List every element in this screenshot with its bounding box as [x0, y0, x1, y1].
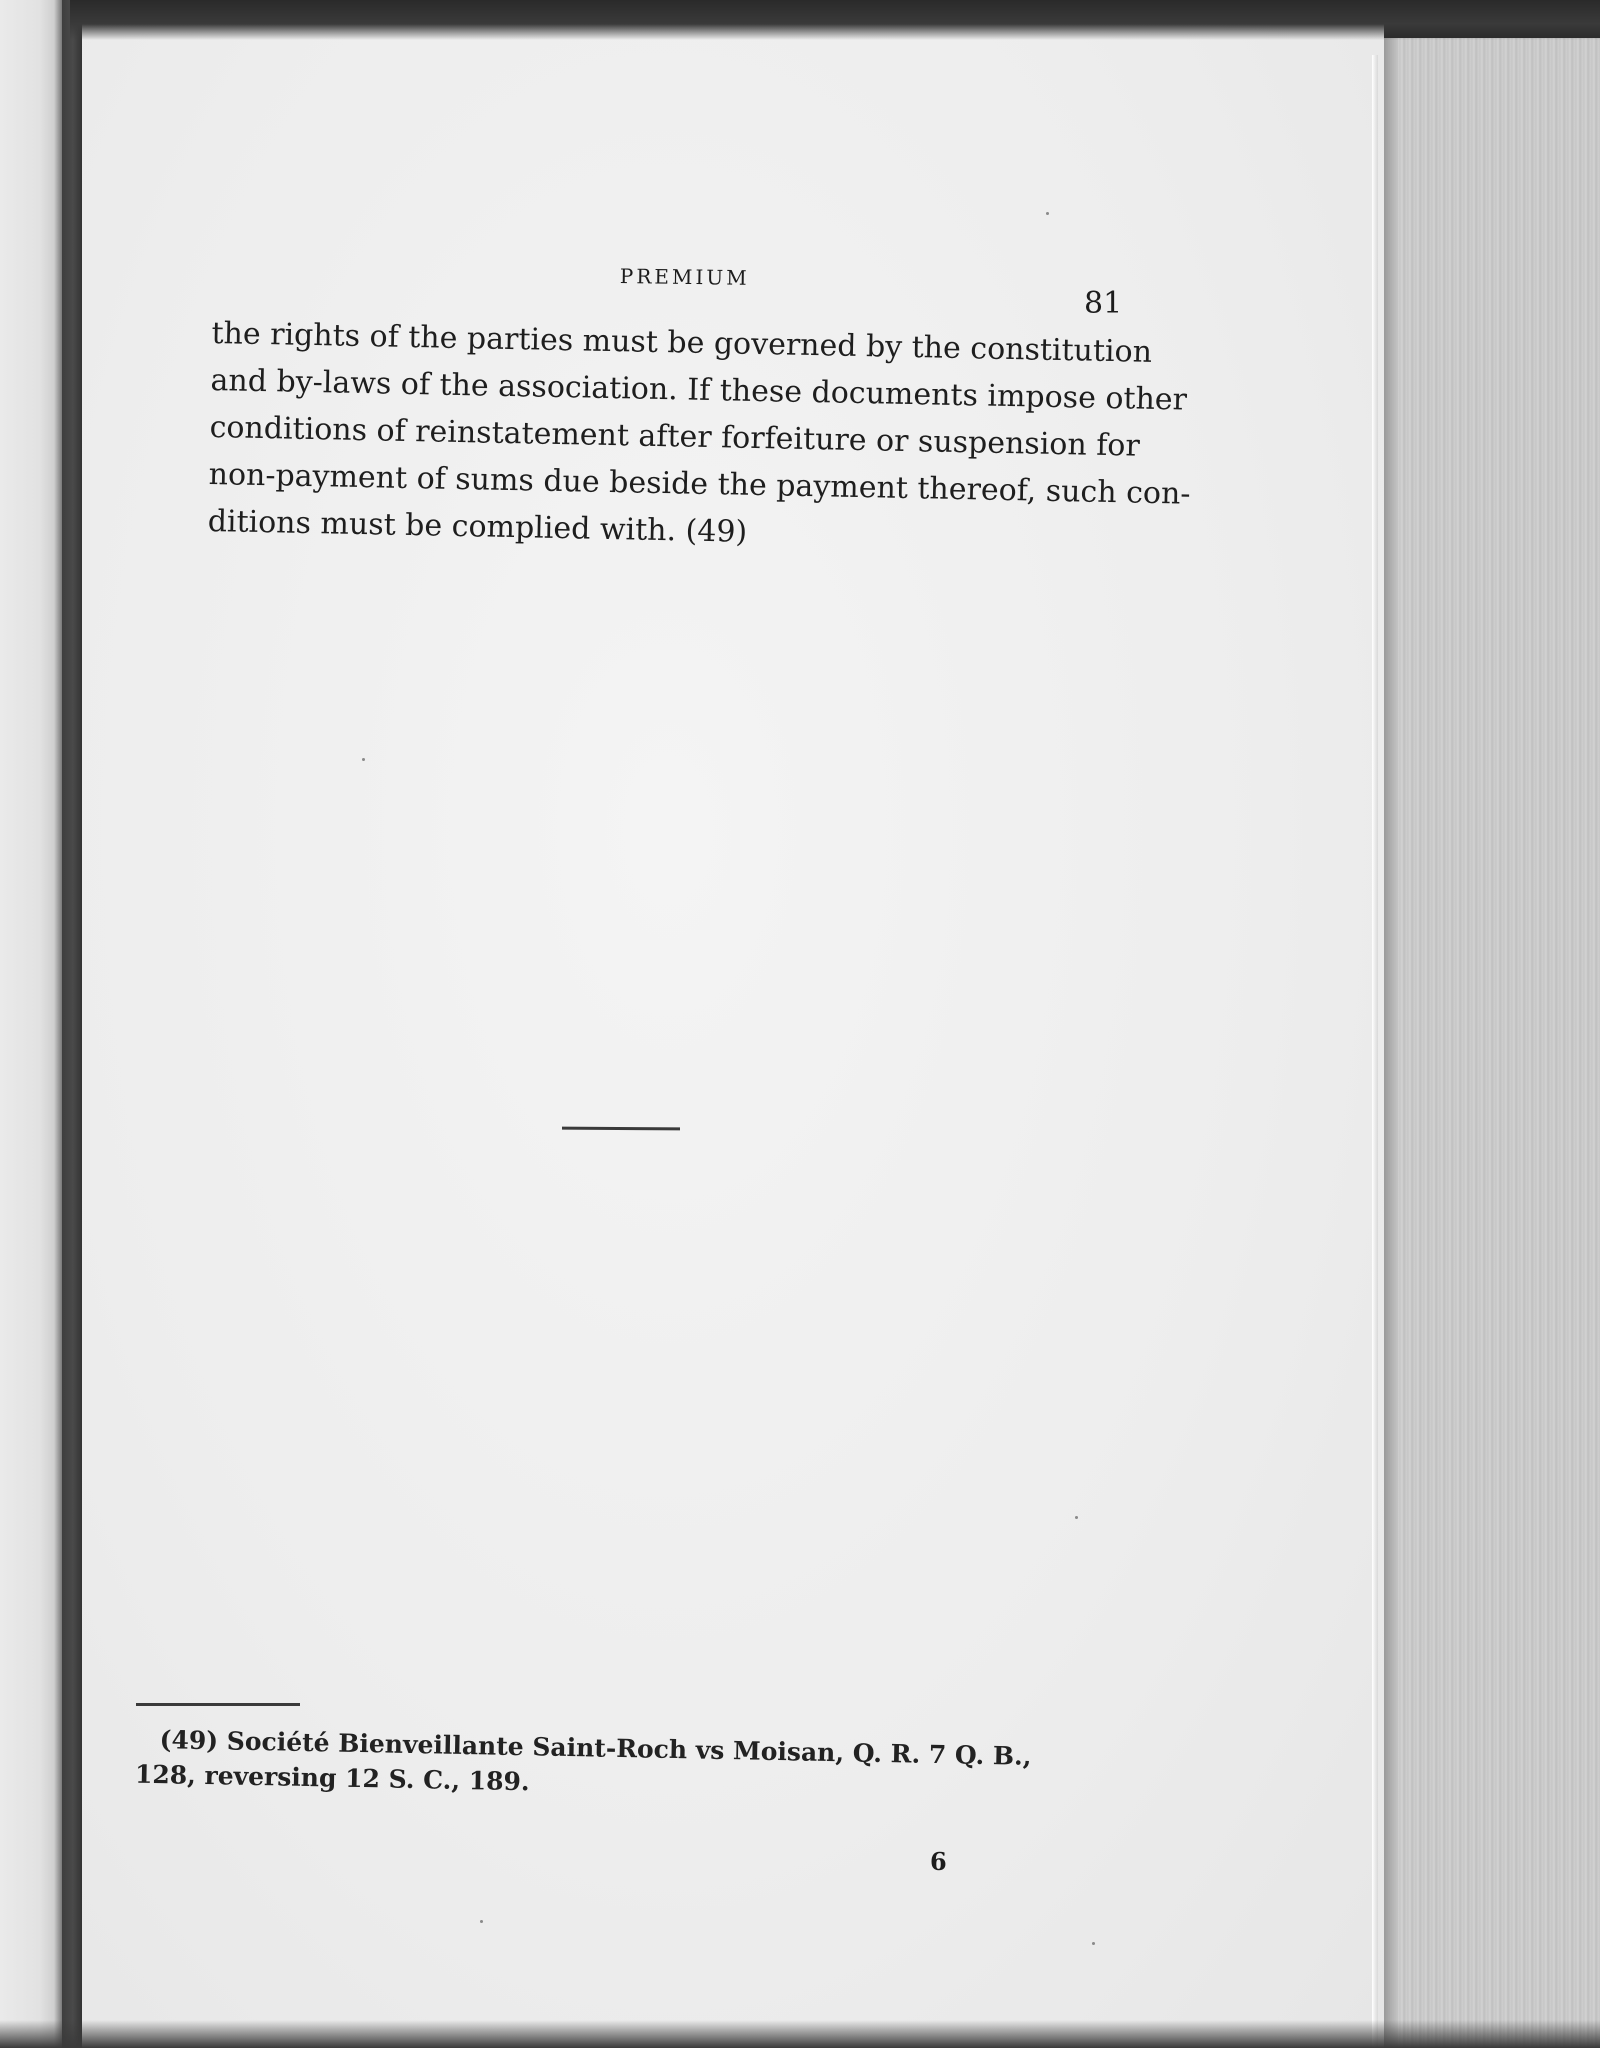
body-line: non-payment of sums due beside the payment thereof, such con-	[208, 456, 1191, 512]
running-head: PREMIUM	[619, 264, 750, 290]
body-line: ditions must be complied with. (49)	[207, 503, 748, 550]
page-number: 81	[1084, 286, 1123, 321]
paper-speck	[1092, 1942, 1095, 1945]
body-line: the rights of the parties must be governed by the constitution	[211, 315, 1153, 370]
bottom-shadow	[0, 2020, 1600, 2048]
page-edge-highlight	[1372, 55, 1378, 2048]
footnote-divider	[136, 1703, 300, 1706]
paper-speck	[362, 758, 365, 761]
paper-speck	[480, 1920, 483, 1923]
top-shadow	[70, 0, 1600, 40]
signature-mark: 6	[930, 1847, 947, 1876]
paper-speck	[1046, 212, 1049, 215]
page-block-edge	[1390, 38, 1600, 2048]
body-line: conditions of reinstatement after forfeiture or suspension for	[209, 409, 1141, 464]
page-block-shadow	[1384, 38, 1398, 2048]
footnote-line: 128, reversing 12 S. C., 189.	[134, 1759, 530, 1797]
body-line: and by-laws of the association. If these documents impose other	[210, 362, 1188, 418]
paper-speck	[1075, 1516, 1078, 1519]
footnote-line: (49) Société Bienveillante Saint-Roch vs Moisan, Q. R. 7 Q. B.,	[159, 1725, 1032, 1771]
body-paragraph	[207, 310, 1191, 563]
book-gutter	[62, 0, 84, 2048]
